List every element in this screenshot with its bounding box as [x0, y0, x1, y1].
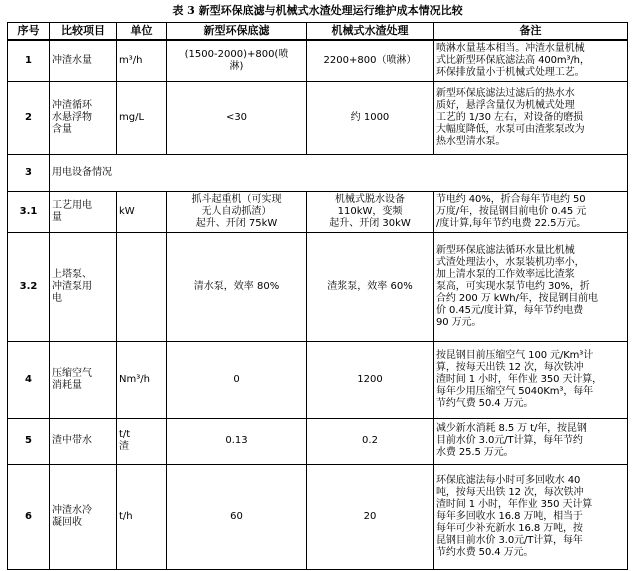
header-note: 备注 — [434, 23, 628, 41]
row-number: 3 — [8, 155, 50, 191]
row-number: 6 — [8, 464, 50, 569]
mechanical-cell: 2200+800（喷淋） — [307, 40, 434, 82]
new-filter-cell: <30 — [167, 82, 307, 155]
header-unit: 单位 — [117, 23, 167, 41]
mechanical-cell: 0.2 — [307, 418, 434, 464]
table-caption: 表 3 新型环保底滤与机械式水渣处理运行维护成本情况比较 — [172, 4, 463, 17]
row-number: 4 — [8, 341, 50, 418]
row-number: 3.1 — [8, 191, 50, 233]
row-number: 5 — [8, 418, 50, 464]
new-filter-cell: 60 — [167, 464, 307, 569]
table-row — [8, 82, 628, 155]
header-mechanical: 机械式水渣处理 — [307, 23, 434, 41]
table-row — [8, 464, 628, 569]
unit-cell: kW — [117, 191, 167, 233]
unit-cell: t/t 渣 — [117, 418, 167, 464]
unit-cell: Nm³/h — [117, 341, 167, 418]
unit-cell: m³/h — [117, 40, 167, 82]
new-filter-cell: 0.13 — [167, 418, 307, 464]
item-cell: 冲渣水冷 凝回收 — [50, 464, 117, 569]
table-row — [8, 418, 628, 464]
mechanical-cell: 约 1000 — [307, 82, 434, 155]
note-cell: 按昆钢目前压缩空气 100 元/Km³计 算，按每天出铁 12 次，每次铁冲 渣时间 1 小时，年作业 350 天计算， 每年少用压缩空气 5040Km³，每年 节约气费 50.4 万元。 — [434, 341, 628, 418]
item-cell: 冲渣水量 — [50, 40, 117, 82]
mechanical-cell: 机械式脱水设备 110kW，变频 起升、开闭 30kW — [307, 191, 434, 233]
note-cell: 减少新水消耗 8.5 万 t/年，按昆钢 目前水价 3.0元/T计算，每年节约 水费 25.5 万元。 — [434, 418, 628, 464]
header-seq: 序号 — [8, 23, 50, 41]
note-cell: 节电约 40%，折合每年节电约 50 万度/年，按昆钢目前电价 0.45 元 /度计算,每年节约电费 22.5万元。 — [434, 191, 628, 233]
mechanical-cell: 20 — [307, 464, 434, 569]
row-number: 3.2 — [8, 233, 50, 341]
new-filter-cell: 抓斗起重机（可实现 无人自动抓渣） 起升、开闭 75kW — [167, 191, 307, 233]
section-title: 用电设备情况 — [50, 155, 628, 191]
cost-comparison-table — [7, 22, 628, 570]
table-header-row — [8, 23, 628, 41]
table-row — [8, 341, 628, 418]
unit-cell: t/h — [117, 464, 167, 569]
header-new-filter: 新型环保底滤 — [167, 23, 307, 41]
note-cell: 喷淋水量基本相当。冲渣水量机械 式比新型环保底滤法高 400m³/h， 环保排放量小于机械式处理工艺。 — [434, 40, 628, 82]
item-cell: 冲渣循环 水悬浮物 含量 — [50, 82, 117, 155]
note-cell: 环保底滤法每小时可多回收水 40 吨，按每天出铁 12 次，每次铁冲 渣时间 1 小时，年作业 350 天计算 每年多回收水 16.8 万吨，相当于 每年可少补充新水 16.8 万吨，按 昆钢目前水价 3.0元/T计算，每年 节约水费 50.4 万元。 — [434, 464, 628, 569]
new-filter-cell: 清水泵，效率 80% — [167, 233, 307, 341]
new-filter-cell: (1500-2000)+800(喷 淋) — [167, 40, 307, 82]
header-item: 比较项目 — [50, 23, 117, 41]
row-number: 1 — [8, 40, 50, 82]
unit-cell: mg/L — [117, 82, 167, 155]
unit-cell — [117, 233, 167, 341]
table-row — [8, 233, 628, 341]
item-cell: 渣中带水 — [50, 418, 117, 464]
note-cell: 新型环保底滤法过滤后的热水水 质好，悬浮含量仅为机械式处理 工艺的 1/30 左右，对设备的磨损 大幅度降低，水泵可由渣浆泵改为 热水型清水泵。 — [434, 82, 628, 155]
mechanical-cell: 1200 — [307, 341, 434, 418]
mechanical-cell: 渣浆泵，效率 60% — [307, 233, 434, 341]
note-cell: 新型环保底滤法循环水量比机械 式渣处理法小，水泵装机功率小， 加上清水泵的工作效率远比渣浆 泵高，可实现水泵节电约 30%，折 合约 200 万 kWh/年，按昆钢目前电 价 0.45元/度计算，每年节约电费 90 万元。 — [434, 233, 628, 341]
table-row — [8, 191, 628, 233]
table-row — [8, 40, 628, 82]
item-cell: 工艺用电 量 — [50, 191, 117, 233]
row-number: 2 — [8, 82, 50, 155]
new-filter-cell: 0 — [167, 341, 307, 418]
table-row-section — [8, 155, 628, 191]
item-cell: 压缩空气 消耗量 — [50, 341, 117, 418]
item-cell: 上塔泵、 冲渣泵用 电 — [50, 233, 117, 341]
